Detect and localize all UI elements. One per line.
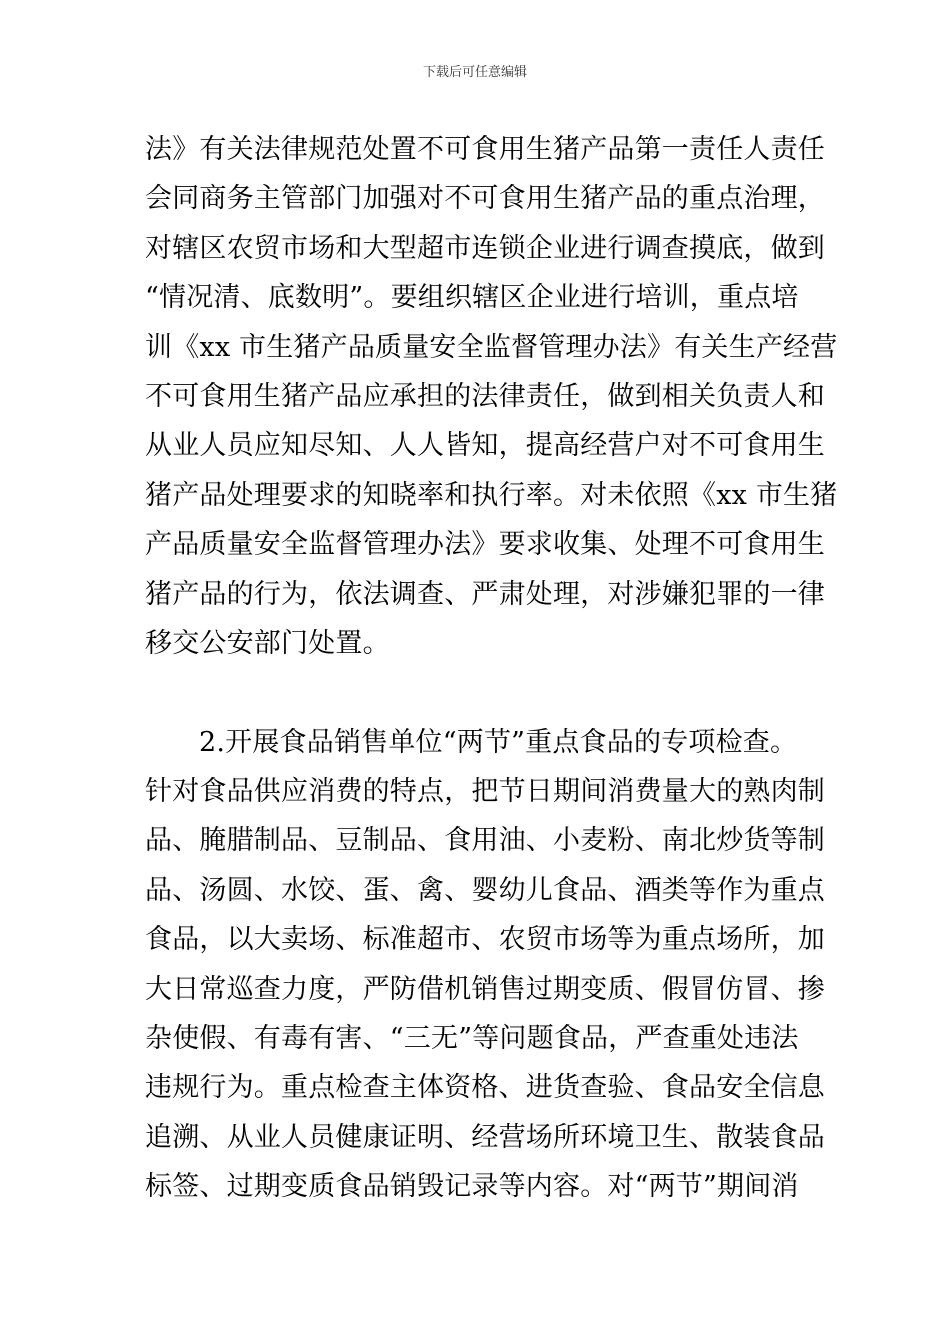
text-line: 标签、过期变质食品销毁记录等内容。对“两节”期间消 [145,1171,799,1203]
paragraph-spacer [145,668,815,717]
text-line: 针对食品供应消费的特点，把节日期间消费量大的熟肉制 [145,776,825,808]
text-line: 猪产品的行为，依法调查、严肃处理，对涉嫌犯罪的一律 [145,578,825,610]
text-line: 食品，以大卖场、标准超市、农贸市场等为重点场所，加 [145,924,825,956]
document-body [145,125,838,1212]
paragraph-1 [145,125,838,668]
text-line: 会同商务主管部门加强对不可食用生猪产品的重点治理， [145,183,825,215]
text-line: 移交公安部门处置。 [145,627,390,659]
text-line: 品、腌腊制品、豆制品、食用油、小麦粉、南北炒货等制 [145,825,825,857]
text-line: 杂使假、有毒有害、“三无”等问题食品，严查重处违法 [145,1023,799,1055]
text-line: 法》有关法律规范处置不可食用生猪产品第一责任人责任 [145,134,825,165]
text-line: 猪产品处理要求的知晓率和执行率。对未依照《xx 市生猪 [145,479,838,511]
page-header-note: 下载后可任意编辑 [422,65,527,80]
text-line: 训《xx 市生猪产品质量安全监督管理办法》有关生产经营 [145,331,838,363]
text-line: 违规行为。重点检查主体资格、进货查验、食品安全信息 [145,1072,825,1104]
text-line: 对辖区农贸市场和大型超市连锁企业进行调查摸底，做到 [145,232,825,264]
text-line: 追溯、从业人员健康证明、经营场所环境卫生、散装食品 [145,1121,825,1153]
text-line: 大日常巡查力度，严防借机销售过期变质、假冒仿冒、掺 [145,973,825,1005]
text-line: 从业人员应知尽知、人人皆知，提高经营户对不可食用生 [145,430,825,462]
text-line: 产品质量安全监督管理办法》要求收集、处理不可食用生 [145,529,825,561]
text-line: 品、汤圆、水饺、蛋、禽、婴幼儿食品、酒类等作为重点 [145,874,825,906]
text-line-heading: 2.开展食品销售单位“两节”重点食品的专项检查。 [199,726,798,758]
text-line: 不可食用生猪产品应承担的法律责任，做到相关负责人和 [145,380,825,412]
paragraph-2 [145,718,825,1212]
text-line: “情况清、底数明”。要组织辖区企业进行培训，重点培 [145,282,799,314]
